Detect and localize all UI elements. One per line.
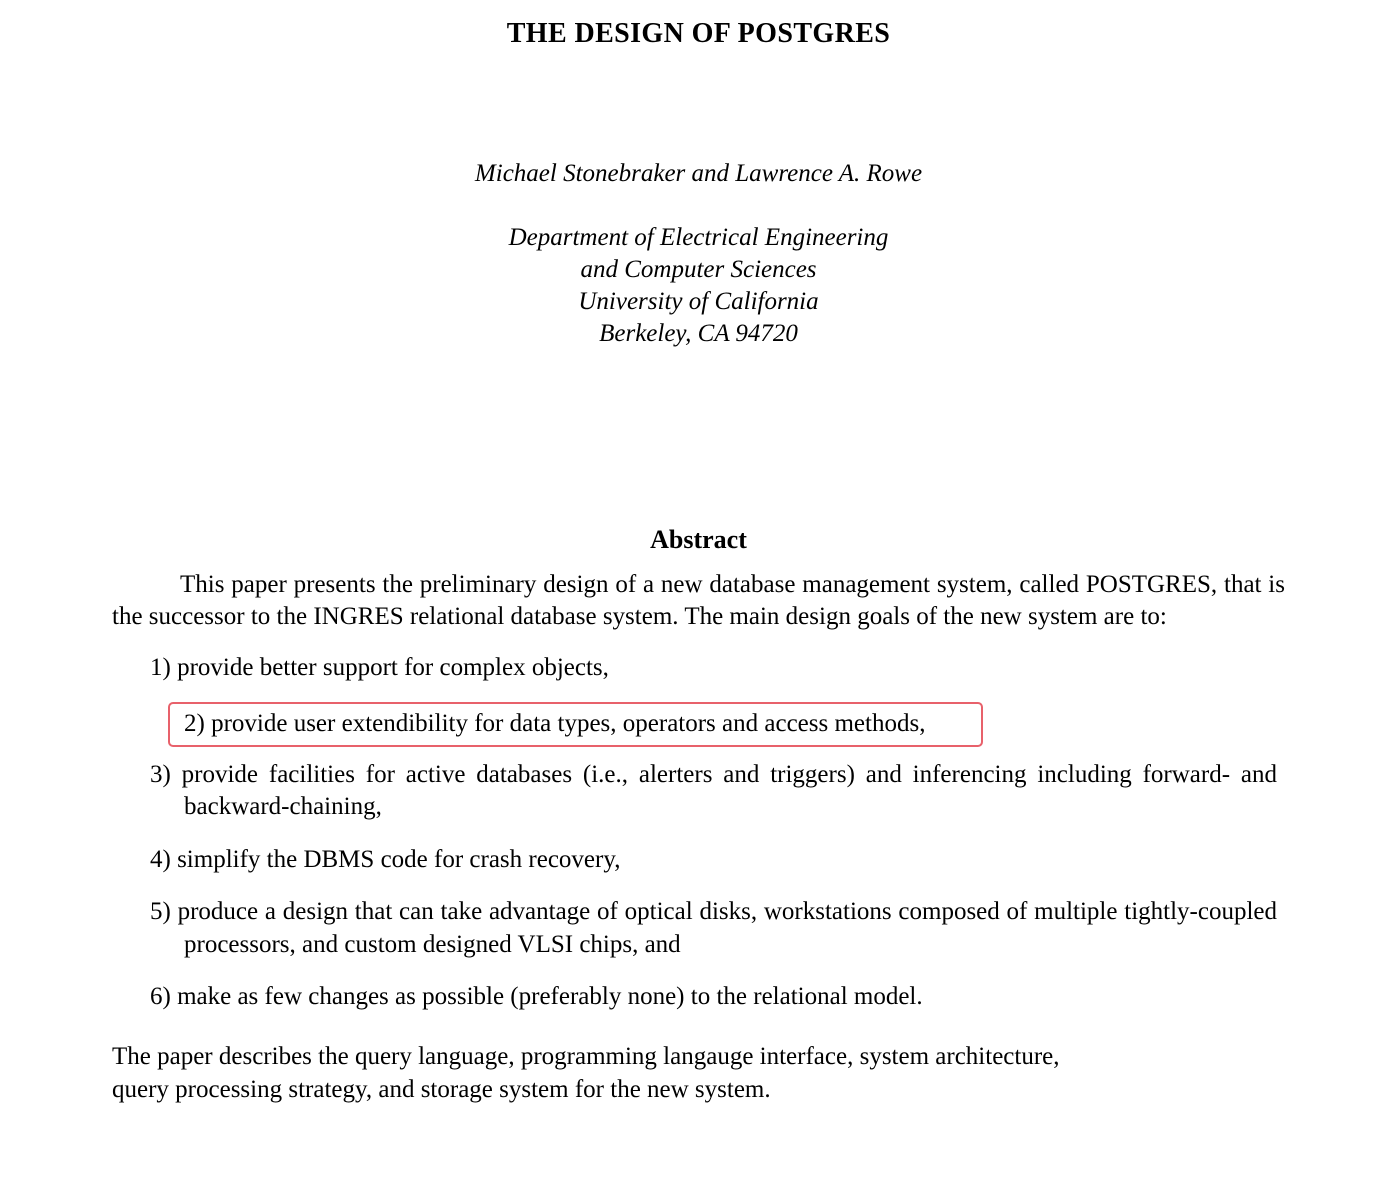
abstract-heading: Abstract	[650, 525, 747, 554]
affiliation-line-2: and Computer Sciences	[580, 256, 817, 283]
document-page	[0, 18, 1397, 1183]
affiliation-line-1: Department of Electrical Engineering	[508, 224, 889, 251]
affiliation-line-4: Berkeley, CA 94720	[599, 320, 798, 347]
affiliation-block	[112, 222, 1285, 350]
closing-line-1: The paper describes the query language, programming langauge interface, system architecture,	[112, 1042, 1060, 1070]
list-item: 6) make as few changes as possible (preferably none) to the relational model.	[150, 983, 923, 1010]
list-item: 4) simplify the DBMS code for crash recovery,	[150, 845, 621, 873]
design-goals-list	[112, 652, 1285, 1014]
list-item: 3) provide facilities for active databases (i.e., alerters and triggers) and inferencing including forward- and backward-chaining,	[150, 760, 1277, 820]
closing-line-2: query processing strategy, and storage system for the new system.	[112, 1075, 771, 1103]
affiliation-line-3: University of California	[578, 288, 819, 315]
abstract-closing-paragraph	[112, 1040, 1285, 1106]
list-item-highlighted: 2) provide user extendibility for data types, operators and access methods,	[170, 704, 981, 745]
author-line: Michael Stonebraker and Lawrence A. Rowe	[474, 160, 923, 187]
list-item: 5) produce a design that can take advantage of optical disks, workstations composed of multiple tightly-coupled processors, and custom designed VLSI chips, and	[150, 898, 1277, 958]
list-item: 1) provide better support for complex objects,	[150, 653, 609, 681]
page-title: THE DESIGN OF POSTGRES	[506, 18, 891, 49]
abstract-intro-paragraph: This paper presents the preliminary design of a new database management system, called POSTGRES, that is the successor to the INGRES relational database system. The main design goals of the new system are to:	[112, 571, 1285, 631]
